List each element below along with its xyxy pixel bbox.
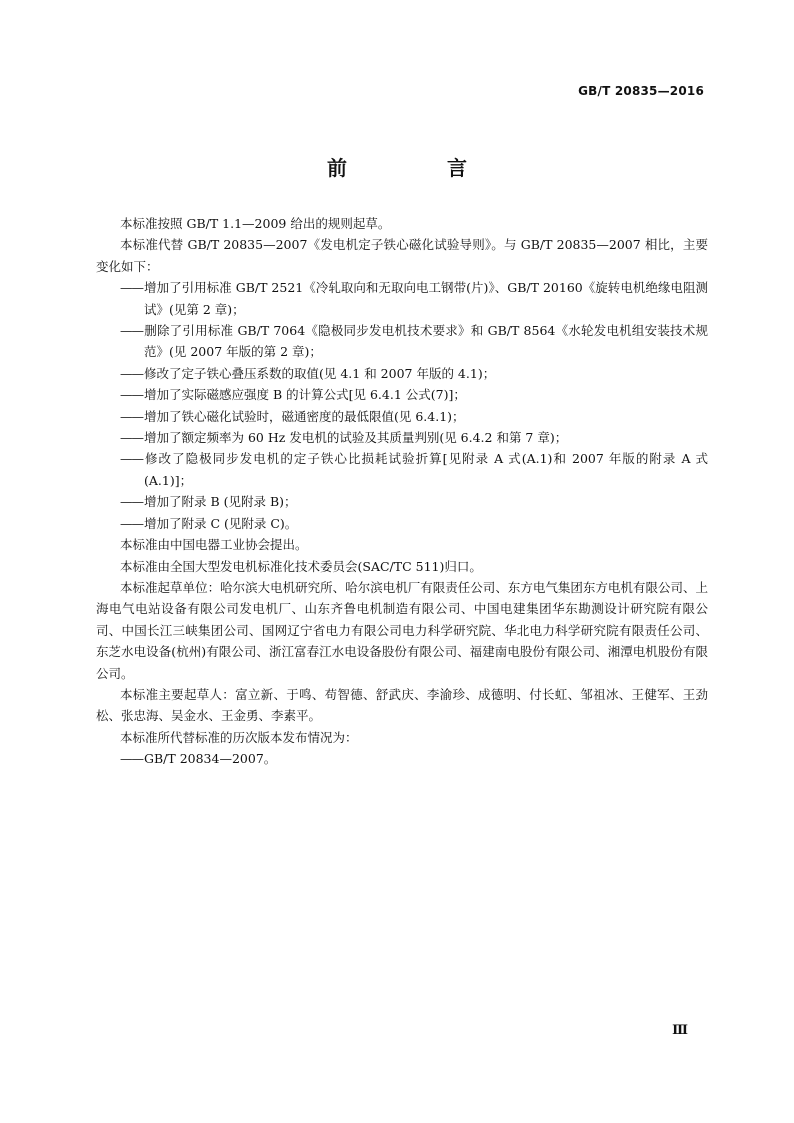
dash-marker: ——: [120, 751, 143, 767]
dash-marker: ——: [120, 430, 143, 446]
dash-marker: ——: [120, 515, 143, 531]
change-item-text: 增加了实际磁感应强度 B 的计算公式[见 6.4.1 公式(7)]；: [144, 387, 466, 403]
foreword-body: [96, 213, 708, 770]
change-item: [96, 320, 708, 363]
change-item: [96, 448, 708, 491]
change-item-text: 增加了附录 C (见附录 C)。: [144, 515, 298, 531]
standard-code: GB/T 20835—2016: [578, 84, 704, 98]
page-title: 前 言: [327, 156, 507, 180]
change-item: [96, 491, 708, 512]
drafting-units-paragraph: 本标准起草单位：哈尔滨大电机研究所、哈尔滨电机厂有限责任公司、东方电气集团东方电机有限公司、上海电气电站设备有限公司发电机厂、山东齐鲁电机制造有限公司、中国电建集团华东勘测设计研究院有限公司、中国长江三峡集团公司、国网辽宁省电力有限公司电力科学研究院、华北电力科学研究院有限责任公司、东芝水电设备(杭州)有限公司、浙江富春江水电设备股份有限公司、福建南电股份有限公司、湘潭电机股份有限公司。: [96, 579, 708, 681]
closing-paragraph: 本标准由全国大型发电机标准化技术委员会(SAC/TC 511)归口。: [120, 558, 482, 574]
change-item-text: 增加了铁心磁化试验时，磁通密度的最低限值(见 6.4.1)；: [144, 408, 465, 424]
closing-paragraph: 本标准所代替标准的历次版本发布情况为：: [120, 729, 358, 745]
page-number: Ⅲ: [672, 1023, 688, 1038]
change-item-text: 删除了引用标准 GB/T 7064《隐极同步发电机技术要求》和 GB/T 8564《水轮发电机组安装技术规范》(见 2007 年版的第 2 章)；: [144, 323, 708, 360]
dash-marker: ——: [120, 323, 143, 339]
intro-paragraph: 本标准代替 GB/T 20835—2007《发电机定子铁心磁化试验导则》。与 GB/T 20835—2007 相比，主要变化如下：: [96, 237, 708, 274]
change-item-text: 修改了隐极同步发电机的定子铁心比损耗试验折算[见附录 A 式(A.1)和 2007 年版的附录 A 式(A.1)]；: [144, 451, 708, 488]
dash-marker: ——: [120, 408, 143, 424]
change-item: [96, 277, 708, 320]
intro-paragraph: 本标准按照 GB/T 1.1—2009 给出的规则起草。: [120, 216, 391, 231]
change-item-text: 修改了定子铁心叠压系数的取值(见 4.1 和 2007 年版的 4.1)；: [144, 365, 496, 381]
change-item: [96, 427, 708, 448]
change-item: [96, 384, 708, 405]
change-item-text: 增加了引用标准 GB/T 2521《冷轧取向和无取向电工钢带(片)》、GB/T 20160《旋转电机绝缘电阻测试》(见第 2 章)；: [144, 280, 708, 317]
change-item-text: 增加了附录 B (见附录 B)；: [144, 494, 297, 510]
dash-marker: ——: [120, 280, 143, 296]
closing-paragraph: 本标准由中国电器工业协会提出。: [120, 537, 308, 553]
change-item-text: 增加了额定频率为 60 Hz 发电机的试验及其质量判别(见 6.4.2 和第 7 章)；: [144, 430, 568, 446]
dash-marker: ——: [120, 451, 143, 467]
drafters-paragraph: 本标准主要起草人：富立新、于鸣、苟智德、舒武庆、李渝珍、成德明、付长虹、邹祖冰、王健军、王劲松、张忠海、吴金水、王金勇、李素平。: [96, 686, 708, 724]
dash-marker: ——: [120, 387, 143, 403]
change-item: [96, 513, 708, 534]
change-item: [96, 406, 708, 427]
dash-marker: ——: [120, 494, 143, 510]
change-item: [96, 363, 708, 384]
previous-edition-item: [96, 748, 708, 769]
dash-marker: ——: [120, 365, 143, 381]
previous-edition-text: GB/T 20834—2007。: [144, 751, 277, 767]
